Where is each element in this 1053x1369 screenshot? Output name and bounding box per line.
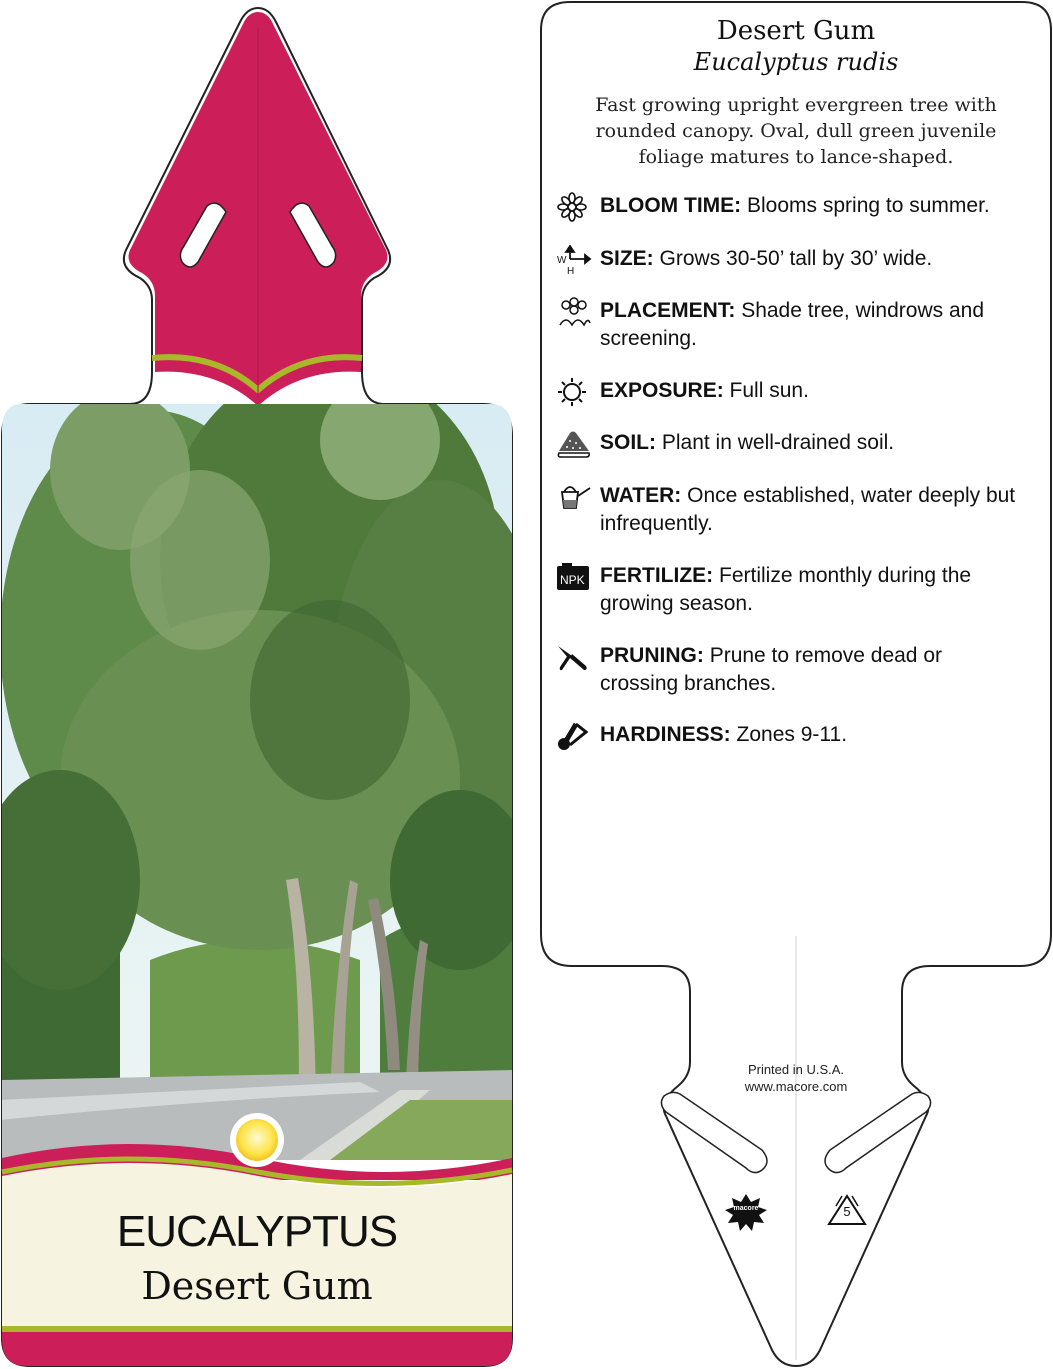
hardiness-label: HARDINESS: (600, 723, 731, 746)
exposure-text: Full sun. (729, 379, 809, 402)
size-text: Grows 30-50’ tall by 30’ wide. (659, 247, 933, 270)
thermometer-icon (556, 721, 594, 751)
care-row-water (556, 482, 1026, 538)
size-arrows-icon (556, 245, 594, 275)
soil-text: Plant in well-drained soil. (661, 431, 895, 454)
soil-icon (556, 429, 594, 459)
size-label: SIZE: (600, 247, 654, 270)
care-row-size (556, 245, 1026, 273)
watering-can-icon (556, 482, 594, 512)
care-row-fertilize (556, 562, 1026, 618)
pruning-shears-icon (556, 642, 594, 672)
printed-in-usa: Printed in U.S.A. (747, 1062, 845, 1077)
care-row-placement (556, 297, 1026, 353)
sun-icon (556, 377, 594, 407)
care-row-pruning (556, 642, 1026, 698)
care-row-hardiness (556, 721, 1026, 749)
bloom-text: Blooms spring to summer. (747, 194, 990, 217)
size-h-letter: H (567, 266, 575, 275)
recycle-number: 5 (843, 1204, 851, 1219)
printed-info (690, 1061, 902, 1095)
plant-common-name: Desert Gum (141, 1264, 373, 1308)
fertilize-text: Fertilize monthly during the growing season. (600, 564, 972, 615)
scientific-name: Eucalyptus rudis (693, 48, 899, 76)
pruning-text: Prune to remove dead or crossing branches. (600, 644, 942, 695)
water-text: Once established, water deeply but infrequently. (600, 484, 1016, 535)
exposure-label: EXPOSURE: (600, 379, 724, 402)
macore-website: www.macore.com (744, 1079, 848, 1094)
placement-icon (556, 297, 594, 327)
pruning-label: PRUNING: (600, 644, 704, 667)
size-w-letter: W (557, 255, 567, 266)
npk-text: NPK (560, 573, 585, 587)
placement-text: Shade tree, windrows and screening. (600, 299, 984, 350)
soil-label: SOIL: (600, 431, 656, 454)
care-row-exposure (556, 377, 1026, 405)
bloom-label: BLOOM TIME: (600, 194, 742, 217)
hardiness-text: Zones 9-11. (736, 723, 848, 746)
flower-icon (556, 192, 594, 222)
plant-genus: EUCALYPTUS (116, 1207, 398, 1256)
water-label: WATER: (600, 484, 682, 507)
npk-fertilizer-icon (556, 562, 594, 592)
care-row-bloom (556, 192, 1026, 220)
care-row-soil (556, 429, 1026, 457)
macore-logo-text: macore (733, 1205, 759, 1212)
fertilize-label: FERTILIZE: (600, 564, 714, 587)
back-plant-title: Desert Gum (716, 16, 876, 46)
plant-description: Fast growing upright evergreen tree with rounded canopy. Oval, dull green juvenile foliage matures to lance-shaped. (595, 94, 997, 168)
placement-label: PLACEMENT: (600, 299, 736, 322)
